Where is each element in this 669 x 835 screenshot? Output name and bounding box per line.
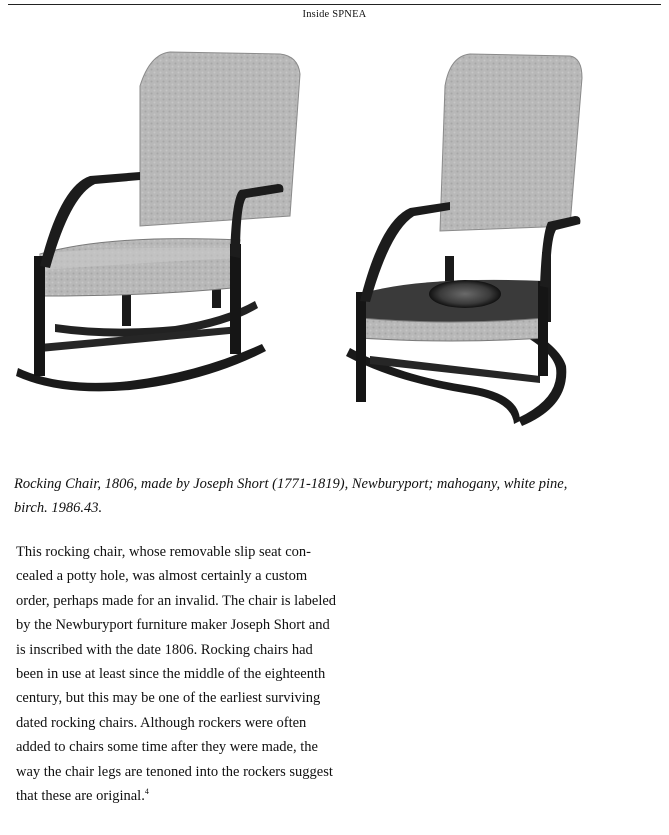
left-rocking-chair [16,52,300,391]
body-line: added to chairs some time after they were made, the [16,739,318,756]
body-line-last [16,784,396,808]
running-header: Inside SPNEA [302,9,367,20]
body-line: by the Newburyport furniture maker Joseph Short and [16,617,330,634]
body-line: This rocking chair, whose removable slip seat con- [16,544,311,560]
caption-line-2: birch. 1986.43. [14,500,103,516]
body-line: order, perhaps made for an invalid. The chair is labeled [16,592,337,609]
two-rocking-chairs-photo [0,26,669,446]
footnote-marker: 4 [144,787,149,797]
body-paragraph [16,540,396,808]
body-line-text: that these are original. [16,788,145,805]
caption-line-1: Rocking Chair, 1806, made by Joseph Short (1771-1819), Newburyport; mahogany, white pine, [14,476,568,492]
body-line: been in use at least since the middle of the eighteenth [16,666,326,683]
header-rule [8,4,661,5]
body-line: dated rocking chairs. Although rockers were often [16,714,307,731]
body-line: cealed a potty hole, was almost certainly a custom [16,568,308,585]
right-rocking-chair [346,54,582,426]
figure-caption [14,472,614,520]
body-line: is inscribed with the date 1806. Rocking chairs had [16,641,313,658]
body-line: way the chair legs are tenoned into the rockers suggest [16,763,333,780]
body-line: century, but this may be one of the earliest surviving [16,690,321,707]
